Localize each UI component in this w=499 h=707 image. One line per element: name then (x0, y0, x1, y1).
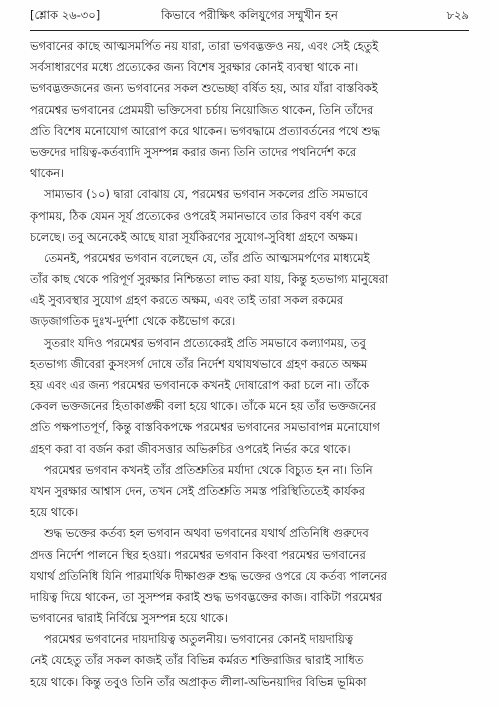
text-line: কেবল ভক্তজনের হিতাকাঙ্ক্ষী বলা হয়ে থাকে। তাঁকে মনে হয় তাঁর ভক্তজনের (30, 399, 377, 414)
text-line: গ্রহণ করা বা বর্জন করা জীবসত্তার অভিরুচির ওপরেই নির্ভর করে থাকে। (30, 441, 351, 456)
paragraph-start-line: তেমনই, পরমেশ্বর ভগবান বলেছেন যে, তাঁর প্রতি আত্মসমর্পণের মাধ্যমেই (44, 250, 370, 265)
text-line: প্রতি বিশেষ মনোযোগ আরোপ করে থাকেন। ভগবদ্ধামে প্রত্যাবর্তনের পথে শুদ্ধ (30, 123, 380, 138)
text-line: সর্বসাধারণের মধ্যে প্রত্যেকের জন্য বিশেষ সুরক্ষার কোনই ব্যবস্থা থাকে না। (30, 60, 359, 75)
text-line: নেই যেহেতু তাঁর সকল কাজই তাঁর বিভিন্ন কর্মরত শক্তিরাজির দ্বারাই সাধিত (30, 653, 364, 668)
text-line: জড়জাগতিক দুঃখ-দুর্দশা থেকে কষ্টভোগ করে। (30, 314, 236, 329)
text-line: হয়ে থাকে। কিন্তু তবুও তিনি তাঁর অপ্রাকৃত লীলা-অভিনয়াদির বিভিন্ন ভূমিকা (30, 674, 367, 689)
text-line: চলেছে। তবু অনেকেই আছে যারা সূর্যকিরণের সুযোগ-সুবিধা গ্রহণে অক্ষম। (30, 229, 358, 244)
text-line: দায়িত্ব দিয়ে থাকেন, তা সুসম্পন্ন করাই শুদ্ধ ভগবদ্ভক্তের কাজ। বাকিটা পরমেশ্বর (30, 589, 383, 604)
text-line: প্রতি পক্ষপাতপূর্ণ, কিন্তু বাস্তবিকপক্ষে পরমেশ্বর ভগবানের সমভাবাপন্ন মনোযোগ (30, 420, 380, 435)
text-line: তাঁর কাছ থেকে পরিপূর্ণ সুরক্ষার নিশ্চিন্ততা লাভ করা যায়, কিন্তু হতভাগ্য মানুষেরা (30, 272, 389, 287)
paragraph-start-line: পরমেশ্বর ভগবানের দায়দায়িত্ব অতুলনীয়। ভগবানের কোনই দায়দায়িত্ব (44, 632, 353, 647)
paragraph-start-line: পরমেশ্বর ভগবান কখনই তাঁর প্রতিশ্রুতির মর্যাদা থেকে বিচ্যুত হন না। তিনি (44, 462, 373, 477)
paragraph-start-line: শুদ্ধ ভক্তের কর্তব্য হল ভগবান অথবা ভগবানের যথার্থ প্রতিনিধি গুরুদেব (44, 526, 369, 541)
text-line: যখন সুরক্ষার আশ্বাস দেন, তখন সেই প্রতিশ্রুতি সমস্ত পরিস্থিতিতেই কার্যকর (30, 483, 365, 498)
paragraph-start-line: সুতরাং যদিও পরমেশ্বর ভগবান প্রত্যেকেরই প্রতি সমভাবে কল্যাণময়, তবু (44, 335, 366, 350)
text-line: যথার্থ প্রতিনিধি যিনি পারমার্থিক দীক্ষাগুরু শুদ্ধ ভক্তের ওপরে যে কর্তব্য পালনের (30, 568, 387, 583)
text-line: প্রদত্ত নির্দেশ পালনে স্থির হওয়া। পরমেশ্বর ভগবান কিংবা পরমেশ্বর ভগবানের (30, 547, 366, 562)
text-line: ভক্তদের দায়িত্ব-কর্তব্যাদি সুসম্পন্ন করার জন্য তিনি তাদের পথনির্দেশ করে (30, 144, 357, 159)
text-line: ভগবানের কাছে আত্মসমর্পিত নয় যারা, তারা ভগবদ্ভক্তও নয়, এবং সেই হেতুই (30, 39, 379, 53)
text-line: থাকেন। (30, 166, 65, 181)
text-line: হতভাগ্য জীবেরা কুসংসর্গ দোষে তাঁর নির্দেশ যথাযথভাবে গ্রহণ করতে অক্ষম (30, 356, 368, 371)
verse-reference: [শ্লোক ২৬-৩০] (30, 8, 101, 22)
header-rule (30, 30, 469, 31)
page-number: ৮২৯ (446, 8, 469, 22)
text-line: হয়ে থাকে। (30, 505, 79, 520)
text-line: ভগবদ্ভক্তজনের জন্য ভগবানের সকল শুভেচ্ছা বর্ষিত হয়, আর যাঁরা বাস্তবিকই (30, 81, 378, 96)
chapter-title: কিভাবে পরীক্ষিৎ কলিযুগের সম্মুখীন হন (161, 8, 338, 22)
page-body (30, 36, 469, 701)
text-line: এই সুব্যবস্থার সুযোগ গ্রহণ করতে অক্ষম, এবং তাই তারা সকল রকমের (30, 293, 344, 308)
page-header (30, 4, 469, 26)
paragraph-start-line: সাম্যভাব (১০) দ্বারা বোঝায় যে, পরমেশ্বর ভগবান সকলের প্রতি সমভাবে (44, 187, 368, 202)
text-line: কৃপাময়, ঠিক যেমন সূর্য প্রত্যেকের ওপরেই সমানভাবে তার কিরণ বর্ষণ করে (30, 208, 362, 223)
text-line: হয় এবং এর জন্য পরমেশ্বর ভগবানকে কখনই দোষারোপ করা চলে না। তাঁকে (30, 378, 370, 392)
text-line: ভগবানের দ্বারাই নির্বিঘ্নে সুসম্পন্ন হয়ে থাকে। (30, 611, 228, 626)
text-line: পরমেশ্বর ভগবানের প্রেমময়ী ভক্তিসেবা চর্চায় নিয়োজিত থাকেন, তিনি তাঁদের (30, 102, 374, 117)
